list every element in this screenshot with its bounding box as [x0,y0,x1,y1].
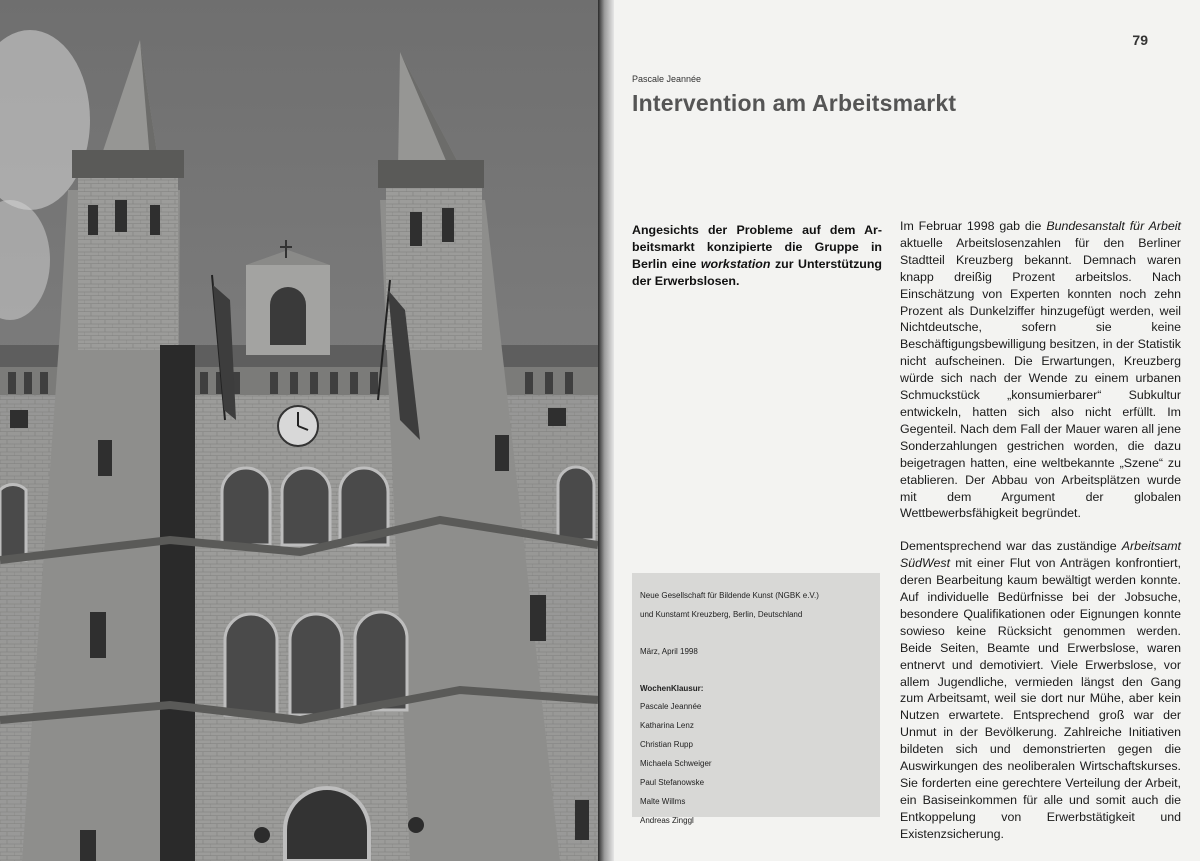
team-member: Paul Stefanowske [640,778,705,787]
body-column [900,218,1181,859]
body-paragraph-1 [900,218,1181,522]
p1-text-2: aktuelle Arbeitslosenzahlen für den Berliner Stadtteil Kreuzberg bekannt. Demnach waren knapp dreißig Prozent arbeitslos. Nach Einschätzung von Experten konnten noch zehn Prozent als Dunkelziffer hinzugefügt werden, weil Nichtdeutsche, sofern sie keine Beschäftigungsbewilligung besitzen, in der Statistik nicht aufscheinen. Die Erwartungen, Kreuzberg würde sich nach der Wende zu einem urbanen Schmuckstück „konsumierbarer“ Subkultur entwickeln, hatten sich also nicht erfüllt. Im Gegenteil. Nach dem Fall der Mauer waren all jene Sonderzahlungen gestrichen worden, die dazu beigetragen hatten, eine weltbekannte „Szene“ zu etablieren. Der Abbau von Arbeitsplätzen wurde mit dem Argument der globalen Wettbewerbsfähigkeit begründet. [900,235,1181,521]
p1-emphasis: Bundesanstalt für Arbeit [1046,219,1181,233]
team-member: Malte Willms [640,797,686,806]
lead-text-1: Angesichts der Probleme auf dem Arbeitsmarkt konzipierte die Gruppe in Berlin eine [632,223,882,271]
p1-text-1: Im Februar 1998 gab die [900,219,1047,233]
info-date: März, April 1998 [640,647,698,656]
lead-paragraph [632,222,882,290]
info-team-label: WochenKlausur: [640,684,704,693]
project-info-box [632,573,880,825]
p2-emphasis: Arbeitsamt SüdWest [900,539,1181,571]
building-photo [0,0,598,861]
team-member: Andreas Zinggl [640,816,694,825]
building-illustration [0,0,598,861]
p2-text-1: Dementsprechend war das zuständige [900,539,1122,554]
info-organization: Neue Gesellschaft für Bildende Kunst (NGBK e.V.) [640,591,819,600]
body-paragraph-2 [900,538,1181,842]
team-member: Christian Rupp [640,740,693,749]
book-gutter [598,0,614,861]
author-name: Pascale Jeannée [632,74,702,84]
team-member: Michaela Schweiger [640,759,712,768]
team-member: Pascale Jeannée [640,702,702,711]
team-member: Katharina Lenz [640,721,694,730]
info-location: und Kunstamt Kreuzberg, Berlin, Deutschland [640,610,803,619]
article-title: Intervention am Arbeitsmarkt [632,90,957,116]
p2-text-2: mit einer Flut von Anträgen konfrontiert, deren Bearbeitung kaum bewältigt werden konnte. Auf individuelle Bedürfnisse bei der Jobsuche, besondere Qualifikationen oder Eignungen konnte sowieso keine Rücksicht genommen werden. Beide Seiten, Beamte und Erwerbslose, waren entnervt und demotiviert. Viele Erwerbslose, vor allem Jugendliche, vermieden längst den Gang zum Arbeitsamt, weil sie dort nur Mühe, aber kein Nutzen erwartete. Entsprechend groß war der Unmut in der Bevölkerung. Zahlreiche Initiativen bildeten sich und demonstrierten gegen die Auswirkungen des neoliberalen Wirtschaftskurses. Sie forderten eine gerechtere Verteilung der Arbeit, ein Basiseinkommen für alle und somit auch die Entkoppelung von Erwerbstätigkeit und Existenzsicherung. [900,556,1181,841]
lead-text-2: zur Unterstützung der Erwerbslosen. [632,257,882,288]
page-number: 79 [1132,32,1148,48]
lead-emphasis: workstation [700,257,771,271]
text-page [614,0,1200,861]
